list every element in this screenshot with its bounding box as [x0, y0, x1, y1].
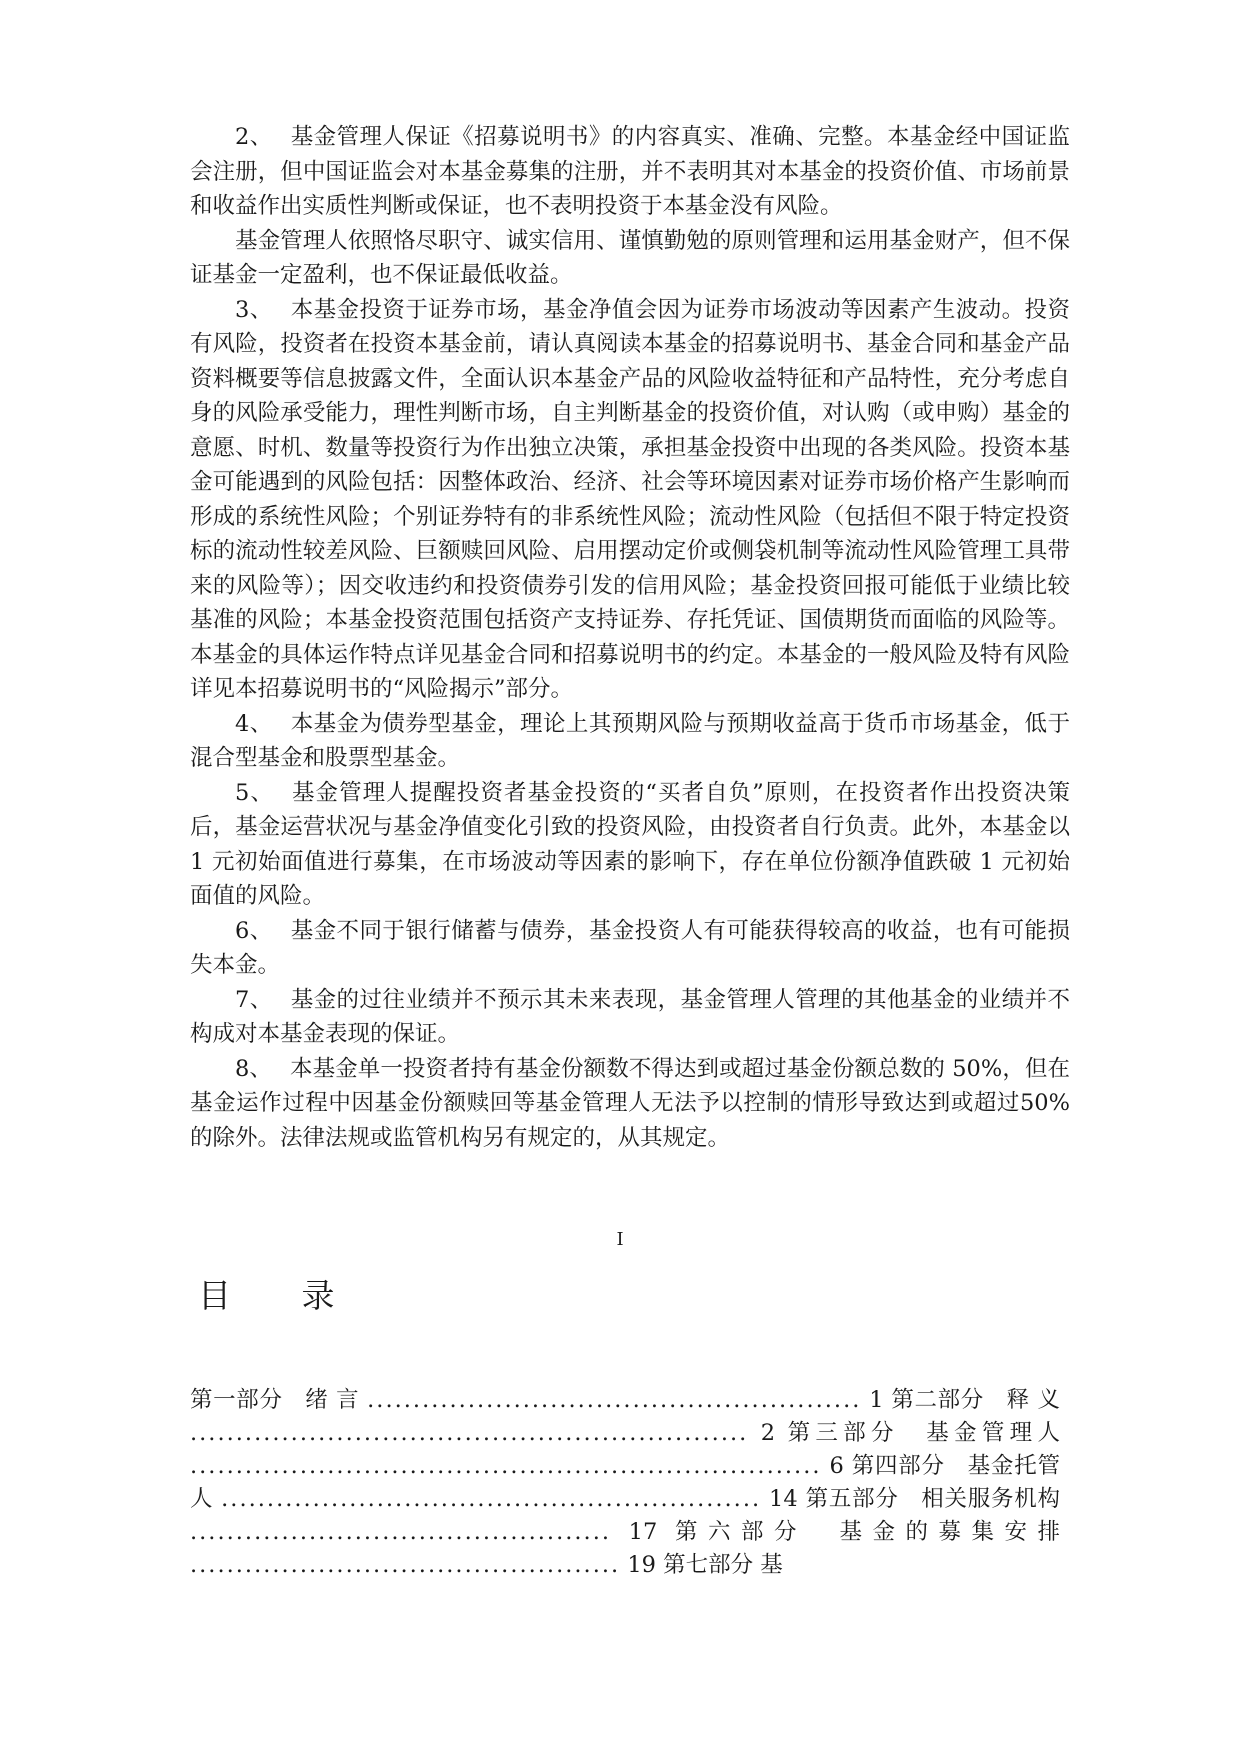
paragraph-text: 本基金为债券型基金，理论上其预期风险与预期收益高于货币市场基金，低于混合型基金和股票型基金。: [190, 710, 1070, 771]
paragraph-7: [190, 983, 1070, 1052]
paragraph-number: 5、: [235, 779, 274, 806]
toc-part: 第一部分: [190, 1387, 283, 1413]
toc-part: 第四部分: [851, 1453, 945, 1479]
toc-leader-dots: ......................................................: [367, 1387, 862, 1413]
paragraph-2: [190, 120, 1070, 224]
toc-leader-dots: ...............................................: [190, 1552, 621, 1578]
toc-leader-dots: ..............................................: [190, 1519, 611, 1545]
paragraph-2-continued: [190, 224, 1070, 293]
toc-entry-7-partial[interactable]: 第七部分 基: [663, 1552, 783, 1578]
paragraph-text: 本基金投资于证券市场，基金净值会因为证券市场波动等因素产生波动。投资有风险，投资者在投资本基金前，请认真阅读本基金的招募说明书、基金合同和基金产品资料概要等信息披露文件，全面认识本基金产品的风险收益特征和产品特性，充分考虑自身的风险承受能力，理性判断市场，自主判断基金的投资价值，对认购（或申购）基金的意愿、时机、数量等投资行为作出独立决策，承担基金投资中出现的各类风险。投资本基金可能遇到的风险包括：因整体政治、经济、社会等环境因素对证券市场价格产生影响而形成的系统性风险；个别证券特有的非系统性风险；流动性风险（包括但不限于特定投资标的流动性较差风险、巨额赎回风险、启用摆动定价或侧袋机制等流动性风险管理工具带来的风险等）；因交收违约和投资债券引发的信用风险；基金投资回报可能低于业绩比较基准的风险；本基金投资范围包括资产支持证券、存托凭证、国债期货而面临的风险等。本基金的具体运作特点详见基金合同和招募说明书的约定。本基金的一般风险及特有风险详见本招募说明书的“风险揭示”部分。: [190, 296, 1070, 702]
paragraph-6: [190, 914, 1070, 983]
toc-leader-dots: ...........................................................: [221, 1486, 762, 1512]
paragraph-text: 基金不同于银行储蓄与债券，基金投资人有可能获得较高的收益，也有可能损失本金。: [190, 917, 1070, 978]
toc-entry-title: 释 义: [1005, 1387, 1061, 1413]
toc-entry-title: 基金托管人: [190, 1453, 1060, 1512]
paragraph-text: 基金管理人依照恪尽职守、诚实信用、谨慎勤勉的原则管理和运用基金财产，但不保证基金一定盈利，也不保证最低收益。: [190, 227, 1070, 288]
toc-entry-1[interactable]: [190, 1387, 884, 1413]
table-of-contents: [190, 1384, 1060, 1582]
toc-title: 目 录: [198, 1276, 365, 1315]
toc-page-number: 17: [628, 1519, 658, 1545]
toc-leader-dots: .....................................................................: [190, 1453, 822, 1479]
toc-part: 第六部分: [674, 1519, 807, 1545]
risk-disclosure-body: [190, 120, 1070, 1155]
paragraph-3: [190, 293, 1070, 707]
toc-page-number: 14: [769, 1486, 798, 1512]
paragraph-number: 3、: [235, 296, 273, 323]
toc-entry-title: 绪 言: [304, 1387, 360, 1413]
paragraph-number: 7、: [235, 986, 273, 1013]
toc-page-number: 1: [869, 1387, 884, 1413]
paragraph-4: [190, 707, 1070, 776]
paragraph-number: 4、: [235, 710, 273, 737]
paragraph-8: [190, 1052, 1070, 1156]
toc-part: 第二部分: [891, 1387, 984, 1413]
paragraph-number: 8、: [235, 1055, 272, 1082]
page-number: I: [616, 1229, 624, 1250]
paragraph-text: 本基金单一投资者持有基金份额数不得达到或超过基金份额总数的 50%，但在基金运作过程中因基金份额赎回等基金管理人无法予以控制的情形导致达到或超过50%的除外。法律法规或监管机构另有规定的，从其规定。: [190, 1055, 1070, 1151]
toc-entry-title: 基金的募集安排: [828, 1519, 1060, 1545]
toc-entry-title: 相关服务机构: [920, 1486, 1061, 1512]
paragraph-5: [190, 776, 1070, 914]
paragraph-number: 2、: [235, 124, 273, 150]
paragraph-text: 基金管理人提醒投资者基金投资的“买者自负”原则，在投资者作出投资决策后，基金运营状况与基金净值变化引致的投资风险，由投资者自行负责。此外，本基金以 1 元初始面值进行募集，在市场波动等因素的影响下，存在单位份额净值跌破 1 元初始面值的风险。: [190, 779, 1070, 909]
toc-entry-title: 基金管理人: [920, 1420, 1060, 1446]
toc-page-number: 19: [627, 1552, 656, 1578]
paragraph-number: 6、: [235, 917, 273, 944]
paragraph-text: 基金管理人保证《招募说明书》的内容真实、准确、完整。本基金经中国证监会注册，但中国证监会对本基金募集的注册，并不表明其对本基金的投资价值、市场前景和收益作出实质性判断或保证，也不表明投资于本基金没有风险。: [190, 124, 1070, 219]
toc-page-number: 2: [760, 1420, 776, 1446]
toc-part: 第三部分: [787, 1420, 899, 1446]
toc-part: 第五部分: [805, 1486, 899, 1512]
toc-leader-dots: .............................................................: [190, 1420, 749, 1446]
toc-page-number: 6: [829, 1453, 844, 1479]
paragraph-text: 基金的过往业绩并不预示其未来表现，基金管理人管理的其他基金的业绩并不构成对本基金表现的保证。: [190, 986, 1070, 1047]
